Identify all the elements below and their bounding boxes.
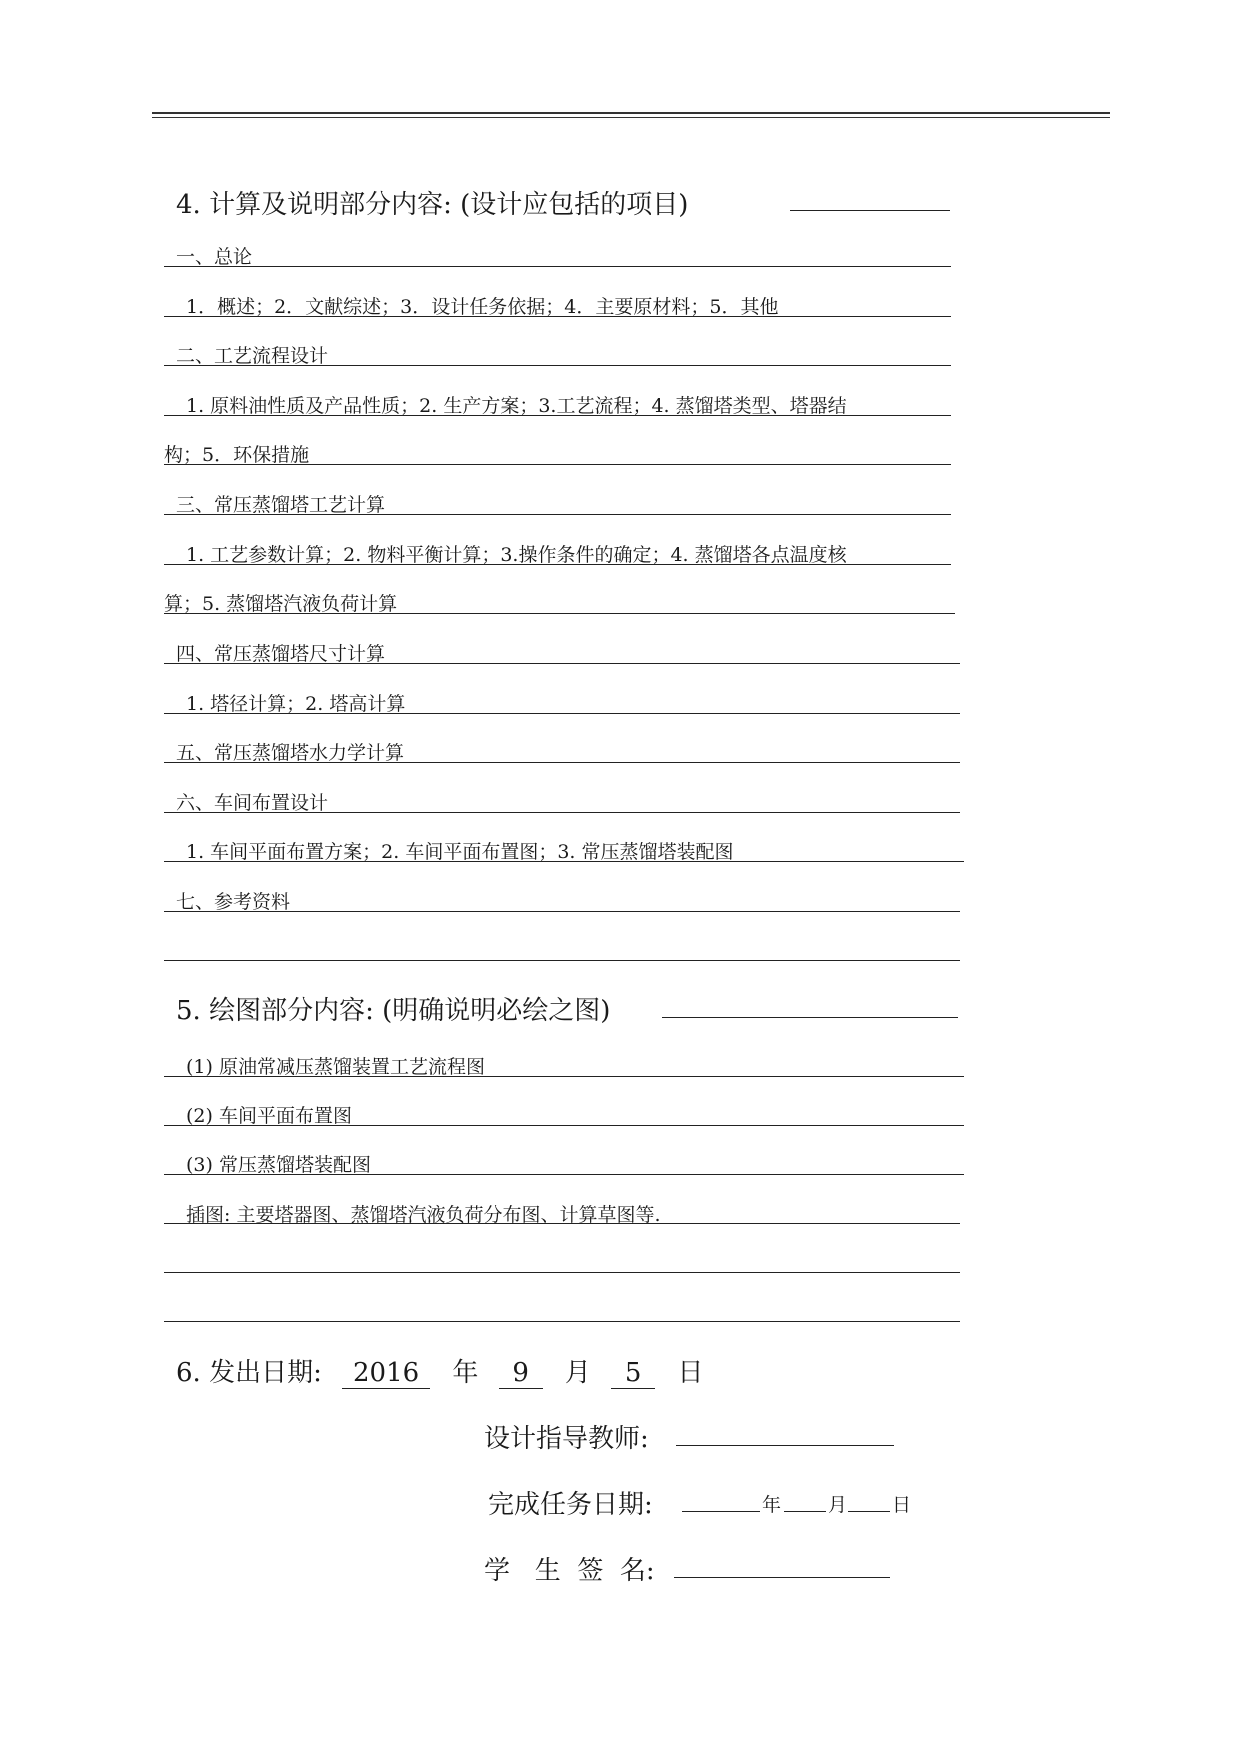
issue-date-day: 5 <box>611 1358 655 1389</box>
underline-4 <box>164 415 951 416</box>
completion-day-unit: 日 <box>892 1494 912 1516</box>
underline-12 <box>164 812 960 813</box>
completion-year-unit: 年 <box>762 1494 782 1516</box>
section4-line-12: 六、车间布置设计 <box>176 792 329 814</box>
section4-line-14: 七、参考资料 <box>176 891 291 913</box>
completion-month-unit: 月 <box>828 1494 848 1516</box>
underline-8 <box>164 613 955 614</box>
section4-line-6: 三、常压蒸馏塔工艺计算 <box>176 494 386 516</box>
issue-date-month-unit: 月 <box>564 1358 591 1388</box>
completion-day-blank <box>848 1511 890 1512</box>
underline-11 <box>164 762 960 763</box>
header-rule-thick <box>152 112 1110 114</box>
section4-line-3: 二、工艺流程设计 <box>176 345 329 367</box>
underline-14 <box>164 911 960 912</box>
section5-line-3: (3) 常压蒸馏塔装配图 <box>186 1154 371 1176</box>
underline-13 <box>164 861 964 862</box>
section4-line-5: 构；5．环保措施 <box>164 444 310 466</box>
section5-line-1: (1) 原油常减压蒸馏装置工艺流程图 <box>186 1056 485 1078</box>
student-signature-blank <box>674 1577 890 1578</box>
section4-line-1: 一、总论 <box>176 246 253 268</box>
section4-line-8: 算；5. 蒸馏塔汽液负荷计算 <box>164 593 398 615</box>
section4-line-11: 五、常压蒸馏塔水力学计算 <box>176 742 405 764</box>
underline-2 <box>164 316 951 317</box>
completion-month-blank <box>784 1511 826 1512</box>
header-rule-thin <box>152 117 1110 118</box>
section5-heading: 5. 绘图部分内容: (明确说明必绘之图) <box>176 996 611 1026</box>
teacher-label: 设计指导教师: <box>484 1424 649 1454</box>
underline-blank-2 <box>164 1272 960 1273</box>
issue-date-year-unit: 年 <box>452 1358 479 1388</box>
section4-heading-blank <box>790 210 950 211</box>
issue-date-row <box>176 1352 703 1389</box>
underline-10 <box>164 713 960 714</box>
section4-line-13: 1. 车间平面布置方案；2. 车间平面布置图；3. 常压蒸馏塔装配图 <box>186 841 734 863</box>
completion-label: 完成任务日期: <box>488 1490 653 1520</box>
issue-date-year: 2016 <box>342 1358 430 1389</box>
section4-line-2: 1．概述；2．文献综述；3．设计任务依据；4．主要原材料；5．其他 <box>186 296 779 318</box>
section5-line-2: (2) 车间平面布置图 <box>186 1105 352 1127</box>
section5-line-4: 插图: 主要塔器图、蒸馏塔汽液负荷分布图、计算草图等. <box>186 1204 661 1226</box>
student-signature-label: 学 生 签 名: <box>484 1556 655 1586</box>
underline-3 <box>164 365 951 366</box>
issue-date-label: 6. 发出日期: <box>176 1358 322 1388</box>
issue-date-day-unit: 日 <box>677 1358 704 1388</box>
section4-line-9: 四、常压蒸馏塔尺寸计算 <box>176 643 386 665</box>
section4-line-4: 1. 原料油性质及产品性质；2. 生产方案；3.工艺流程；4. 蒸馏塔类型、塔器结 <box>186 395 847 417</box>
underline-s5-3 <box>164 1174 964 1175</box>
section5-heading-blank <box>662 1017 958 1018</box>
underline-s5-4 <box>164 1223 960 1224</box>
underline-7 <box>164 564 951 565</box>
underline-9 <box>164 663 960 664</box>
underline-1 <box>164 266 951 267</box>
section4-heading: 4. 计算及说明部分内容: (设计应包括的项目) <box>176 190 689 220</box>
teacher-signature-blank <box>676 1445 894 1446</box>
underline-s5-2 <box>164 1125 964 1126</box>
underline-5 <box>164 464 951 465</box>
underline-blank-3 <box>164 1321 960 1322</box>
issue-date-month: 9 <box>499 1358 543 1389</box>
section4-line-10: 1. 塔径计算；2. 塔高计算 <box>186 693 406 715</box>
underline-6 <box>164 514 951 515</box>
section4-line-7: 1. 工艺参数计算；2. 物料平衡计算；3.操作条件的确定；4. 蒸馏塔各点温度核 <box>186 544 847 566</box>
underline-s5-1 <box>164 1076 964 1077</box>
completion-year-blank <box>682 1511 760 1512</box>
underline-blank-1 <box>164 960 960 961</box>
